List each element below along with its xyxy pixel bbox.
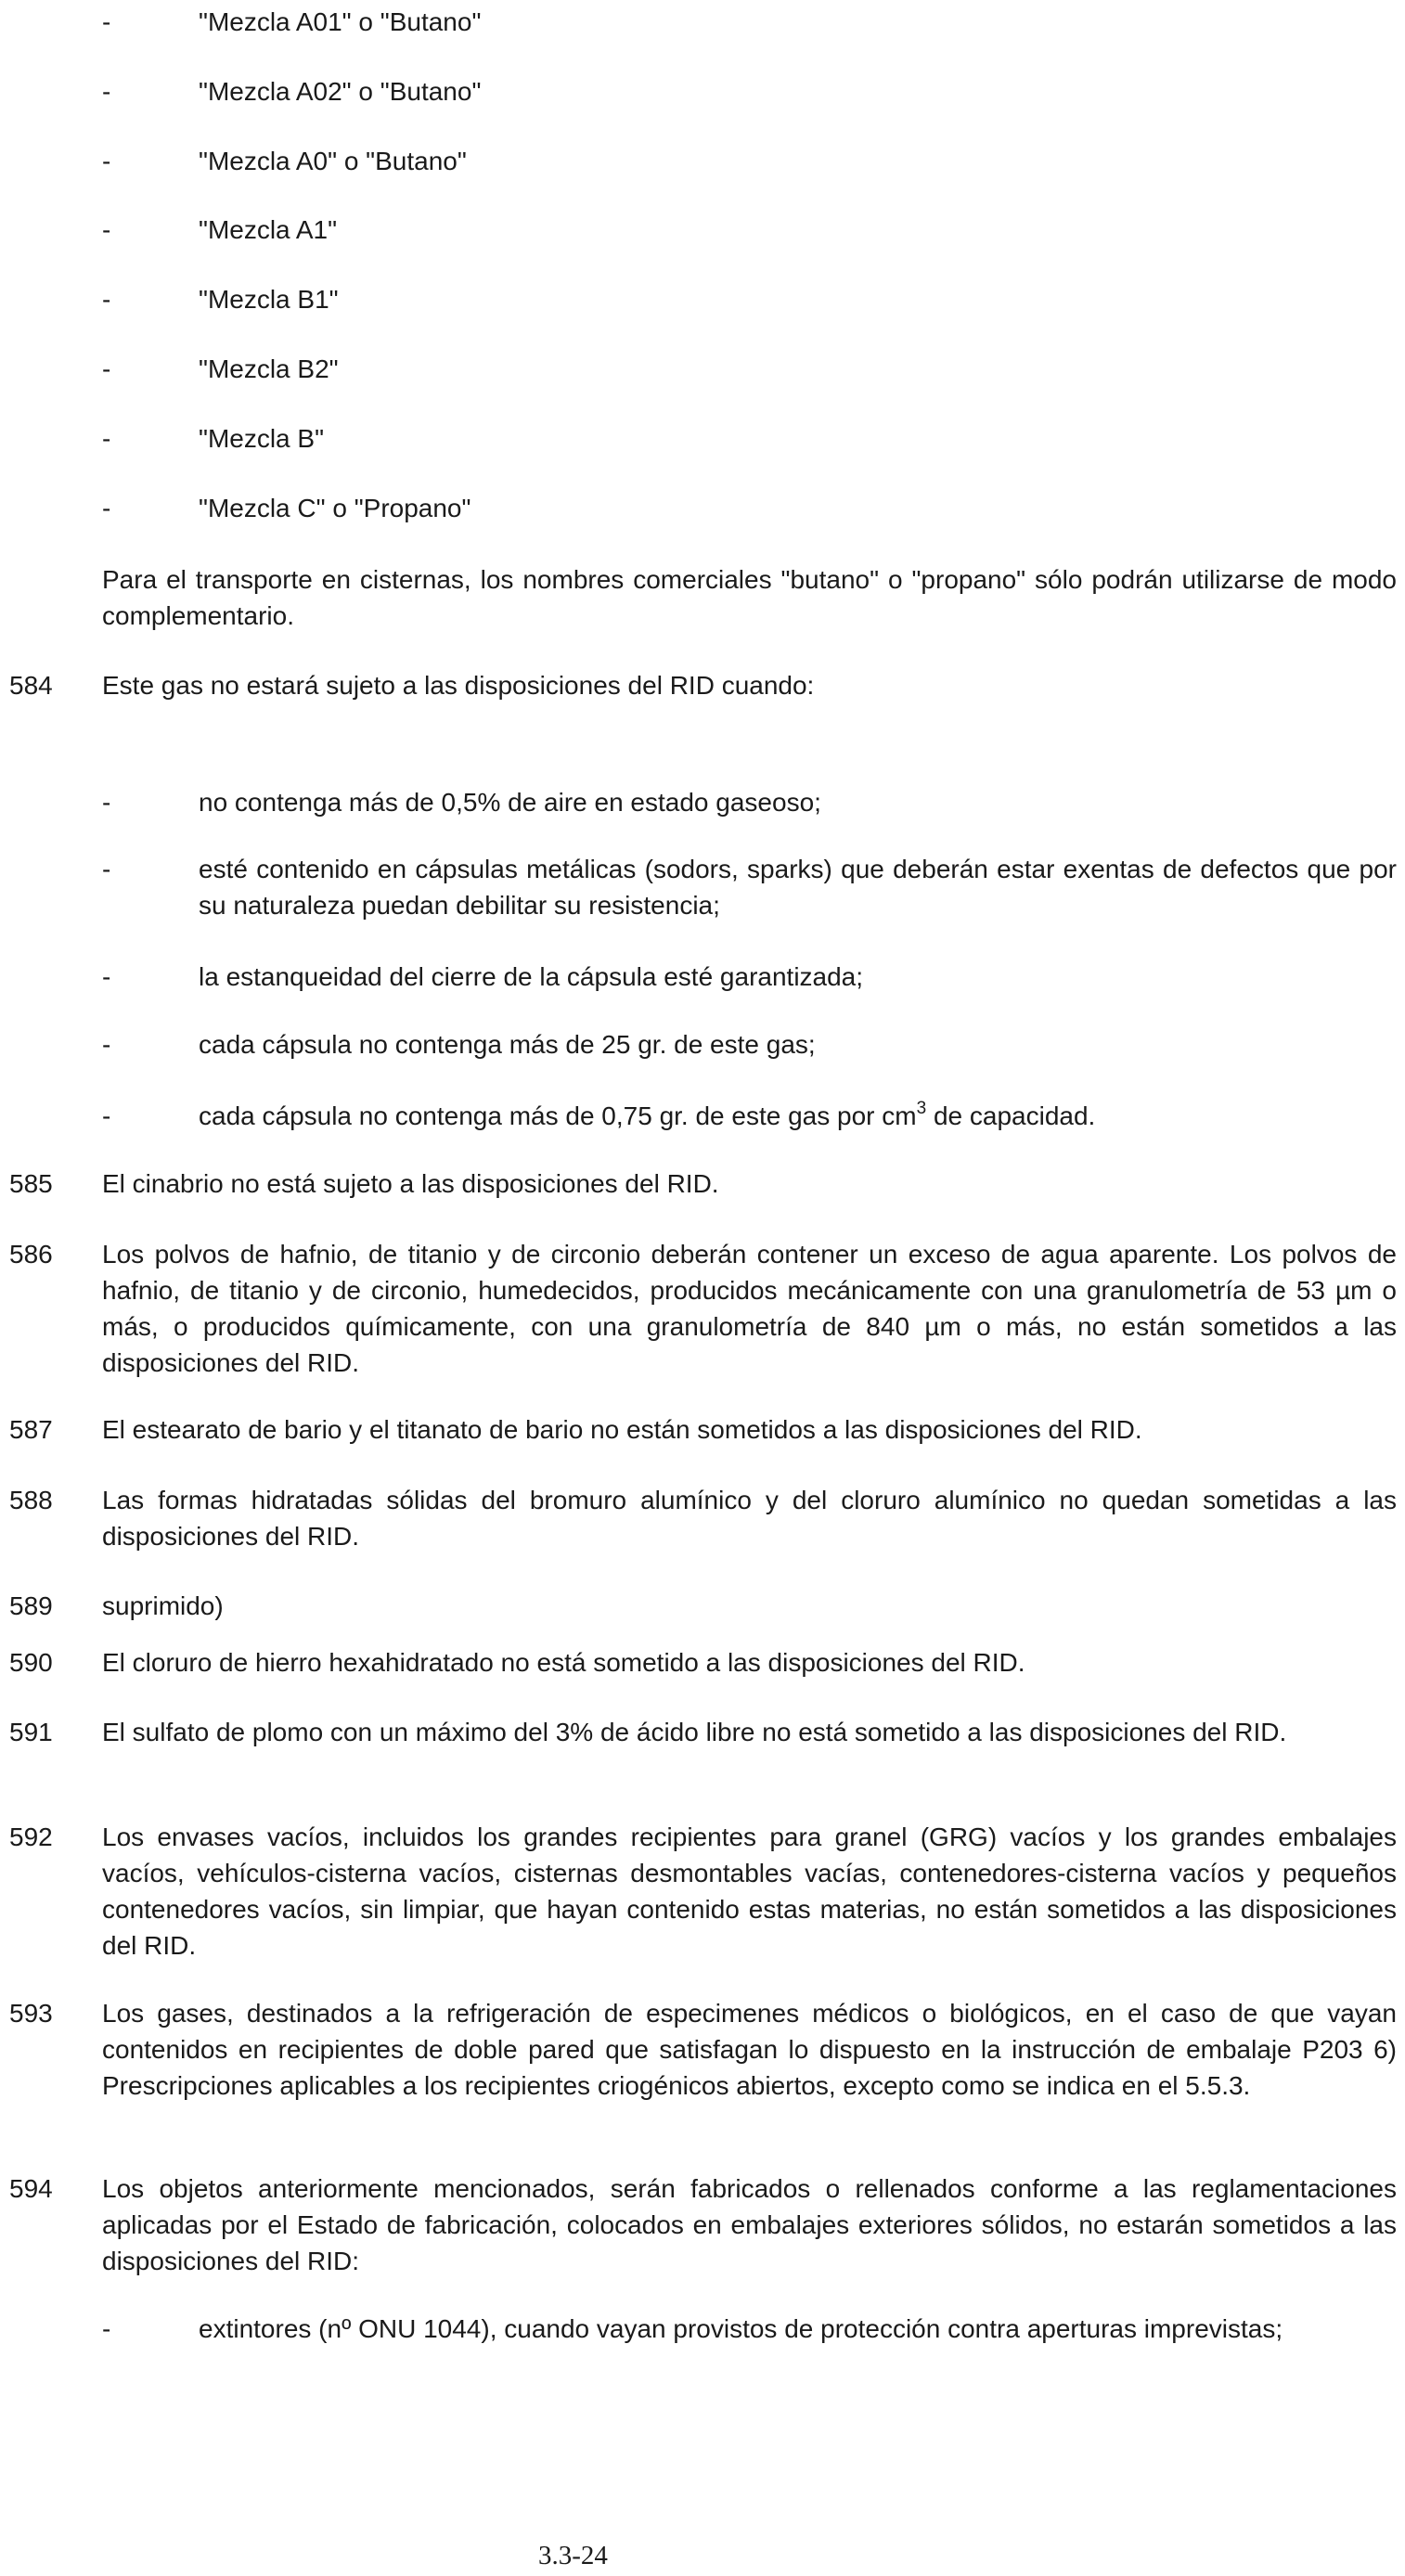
- item-text-end: de capacidad.: [926, 1101, 1096, 1130]
- provision-number: 589: [9, 1591, 53, 1620]
- list-item-text: la estanqueidad del cierre de la cápsula esté garantizada;: [199, 962, 864, 991]
- provision-number: 592: [9, 1823, 53, 1851]
- provision-number: 587: [9, 1415, 53, 1444]
- list-item-text: cada cápsula no contenga más de 25 gr. de este gas;: [199, 1030, 816, 1059]
- provision-number: 586: [9, 1240, 53, 1269]
- bullet-dash: -: [102, 1030, 111, 1059]
- bullet-dash: -: [102, 494, 111, 522]
- list-item-text: [199, 1098, 1397, 1134]
- provision-text: El cinabrio no está sujeto a las disposiciones del RID.: [102, 1169, 719, 1198]
- list-item-text: "Mezcla A0" o "Butano": [199, 147, 467, 175]
- provision-text: El sulfato de plomo con un máximo del 3% de ácido libre no está sometido a las disposiciones del RID.: [102, 1718, 1287, 1746]
- provision-number: 588: [9, 1486, 53, 1514]
- list-item-text: "Mezcla A1": [199, 215, 338, 244]
- bullet-dash: -: [102, 77, 111, 106]
- provision-text: Las formas hidratadas sólidas del bromuro alumínico y del cloruro alumínico no quedan sometidas a las disposiciones del RID.: [102, 1486, 1397, 1551]
- bullet-dash: -: [102, 855, 111, 883]
- paragraph-text: Para el transporte en cisternas, los nombres comerciales "butano" o "propano" sólo podrán utilizarse de modo complementario.: [102, 565, 1397, 630]
- bullet-dash: -: [102, 7, 111, 36]
- provision-number: 590: [9, 1648, 53, 1677]
- provision-text: Los gases, destinados a la refrigeración de especimenes médicos o biológicos, en el caso de que vayan contenidos en recipientes de doble pared que satisfagan lo dispuesto en la instrucción de embalaje P203 6) Prescripciones aplicables a los recipientes criogénicos abiertos, excepto como se indica en el 5.5.3.: [102, 1999, 1397, 2100]
- list-item-text: no contenga más de 0,5% de aire en estado gaseoso;: [199, 788, 821, 817]
- list-item-text: extintores (nº ONU 1044), cuando vayan provistos de protección contra aperturas imprevistas;: [199, 2314, 1283, 2343]
- bullet-dash: -: [102, 788, 111, 817]
- bullet-dash: -: [102, 1101, 111, 1130]
- provision-text: Los polvos de hafnio, de titanio y de circonio deberán contener un exceso de agua aparente. Los polvos de hafnio, de titanio y de circonio, humedecidos, producidos mecánicamente con una granulometría de 53 µm o más, o producidos químicamente, con una granulometría de 840 µm o más, no están sometidos a las disposiciones del RID.: [102, 1240, 1397, 1377]
- provision-text: Este gas no estará sujeto a las disposiciones del RID cuando:: [102, 671, 815, 700]
- provision-number: 593: [9, 1999, 53, 2028]
- bullet-dash: -: [102, 147, 111, 175]
- provision-number: 585: [9, 1169, 53, 1198]
- bullet-dash: -: [102, 962, 111, 991]
- list-item-text: "Mezcla C" o "Propano": [199, 494, 471, 522]
- provision-text: El estearato de bario y el titanato de bario no están sometidos a las disposiciones del RID.: [102, 1415, 1142, 1444]
- item-text-start: cada cápsula no contenga más de 0,75 gr. de este gas por cm: [199, 1101, 917, 1130]
- list-item-text: "Mezcla B": [199, 424, 325, 453]
- bullet-dash: -: [102, 285, 111, 314]
- bullet-dash: -: [102, 424, 111, 453]
- provision-number: 591: [9, 1718, 53, 1746]
- bullet-dash: -: [102, 2314, 111, 2343]
- provision-text: El cloruro de hierro hexahidratado no está sometido a las disposiciones del RID.: [102, 1648, 1025, 1677]
- superscript: 3: [916, 1098, 927, 1118]
- provision-text: suprimido): [102, 1591, 224, 1620]
- page-number: 3.3-24: [538, 2541, 608, 2570]
- list-item-text: "Mezcla A02" o "Butano": [199, 77, 482, 106]
- provision-text: Los envases vacíos, incluidos los grandes recipientes para granel (GRG) vacíos y los grandes embalajes vacíos, vehículos-cisterna vacíos, cisternas desmontables vacías, contenedores-cisterna vacíos y pequeños contenedores vacíos, sin limpiar, que hayan contenido estas materias, no están sometidos a las disposiciones del RID.: [102, 1823, 1397, 1960]
- list-item-text: "Mezcla B1": [199, 285, 339, 314]
- list-item-text: esté contenido en cápsulas metálicas (sodors, sparks) que deberán estar exentas de defectos que por su naturaleza puedan debilitar su resistencia;: [199, 855, 1397, 920]
- provision-number: 594: [9, 2174, 53, 2203]
- provision-text: Los objetos anteriormente mencionados, serán fabricados o rellenados conforme a las reglamentaciones aplicadas por el Estado de fabricación, colocados en embalajes exteriores sólidos, no estarán sometidos a las disposiciones del RID:: [102, 2174, 1397, 2275]
- bullet-dash: -: [102, 354, 111, 383]
- list-item-text: "Mezcla A01" o "Butano": [199, 7, 482, 36]
- bullet-dash: -: [102, 215, 111, 244]
- provision-number: 584: [9, 671, 53, 700]
- list-item-text: "Mezcla B2": [199, 354, 339, 383]
